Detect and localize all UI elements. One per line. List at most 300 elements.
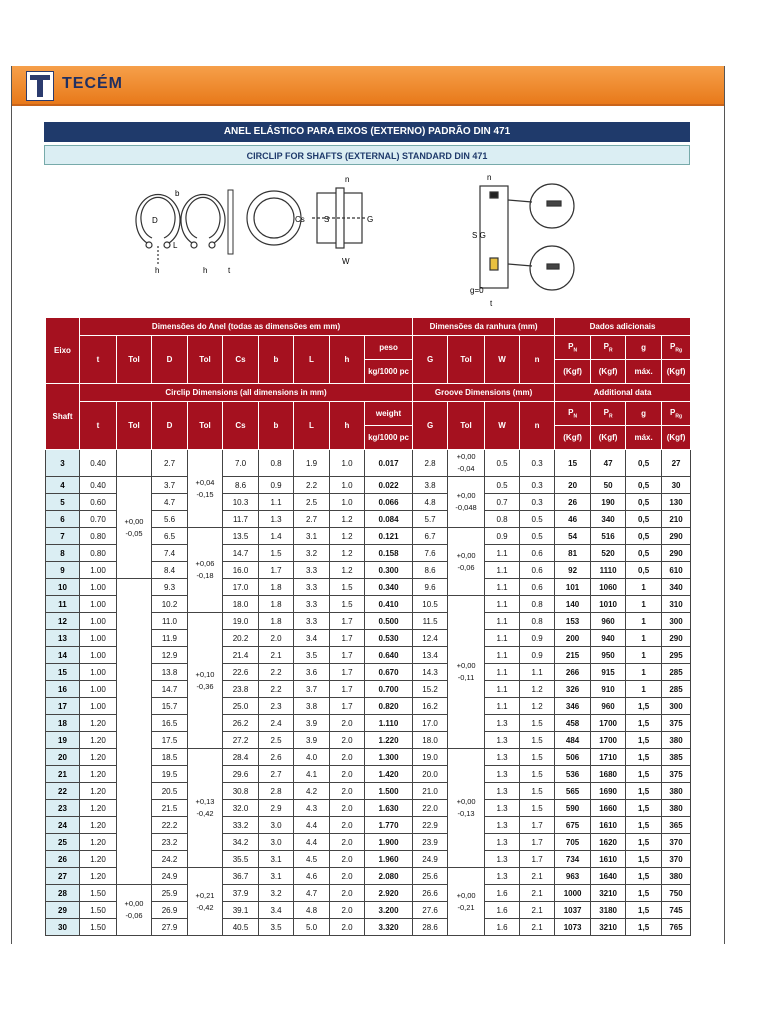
cell-shaft: 16 <box>46 681 80 698</box>
col-weight: weight <box>365 402 413 426</box>
cell-prg: 300 <box>662 613 691 630</box>
cell-shaft: 3 <box>46 450 80 477</box>
cell-d: 24.9 <box>152 868 188 885</box>
cell-l: 4.6 <box>294 868 330 885</box>
cell-d: 16.5 <box>152 715 188 732</box>
cell-g: 27.6 <box>413 902 448 919</box>
cell-cs: 17.0 <box>223 579 259 596</box>
cell-cs: 7.0 <box>223 450 259 477</box>
cell-pn: 346 <box>555 698 591 715</box>
cell-n: 0.8 <box>520 596 555 613</box>
cell-weight: 1.220 <box>365 732 413 749</box>
cell-tol-t: +0,00 -0,06 <box>117 885 152 936</box>
cell-n: 1.5 <box>520 766 555 783</box>
cell-g: 22.0 <box>413 800 448 817</box>
cell-pr: 3180 <box>591 902 626 919</box>
col-cs-en: Cs <box>223 402 259 450</box>
cell-weight: 3.320 <box>365 919 413 936</box>
cell-h: 1.0 <box>330 477 365 494</box>
ring-front-view-1 <box>136 194 180 264</box>
cell-b: 3.4 <box>259 902 294 919</box>
cell-g-max: 1,5 <box>626 919 662 936</box>
cell-pr: 1610 <box>591 817 626 834</box>
cell-h: 1.2 <box>330 545 365 562</box>
cell-prg: 380 <box>662 800 691 817</box>
cell-prg: 370 <box>662 851 691 868</box>
cell-weight: 0.340 <box>365 579 413 596</box>
cell-weight: 1.420 <box>365 766 413 783</box>
col-n: n <box>520 336 555 384</box>
cell-h: 1.7 <box>330 613 365 630</box>
col-prg: $P_{Rg}$ <box>662 336 691 360</box>
cell-d: 3.7 <box>152 477 188 494</box>
col-weight-unit: kg/1000 pc <box>365 426 413 450</box>
cell-g-max: 1 <box>626 613 662 630</box>
col-g-small-en: g <box>626 402 662 426</box>
cell-shaft: 13 <box>46 630 80 647</box>
cell-g-max: 1 <box>626 596 662 613</box>
cell-d: 25.9 <box>152 885 188 902</box>
cell-t: 1.00 <box>80 664 117 681</box>
cell-l: 4.7 <box>294 885 330 902</box>
col-prg-unit: (Kgf) <box>662 360 691 384</box>
cell-prg: 295 <box>662 647 691 664</box>
cell-g: 10.5 <box>413 596 448 613</box>
cell-t: 0.80 <box>80 528 117 545</box>
cell-t: 1.20 <box>80 851 117 868</box>
cell-g: 26.6 <box>413 885 448 902</box>
col-tol-g: Tol <box>448 336 485 384</box>
cell-h: 1.2 <box>330 562 365 579</box>
cell-tol-g: +0,00 -0,11 <box>448 596 485 749</box>
cell-g: 17.0 <box>413 715 448 732</box>
cell-g-max: 0,5 <box>626 545 662 562</box>
cell-h: 2.0 <box>330 715 365 732</box>
cell-l: 3.3 <box>294 579 330 596</box>
label-n1: n <box>345 175 350 184</box>
cell-pn: 200 <box>555 630 591 647</box>
document-frame <box>11 66 725 944</box>
cell-w: 1.3 <box>485 766 520 783</box>
cell-weight: 0.700 <box>365 681 413 698</box>
cell-b: 3.5 <box>259 919 294 936</box>
cell-pr: 1660 <box>591 800 626 817</box>
cell-pn: 565 <box>555 783 591 800</box>
cell-g: 3.8 <box>413 477 448 494</box>
header-extra-group-pt: Dados adicionais <box>555 318 691 336</box>
cell-w: 1.3 <box>485 715 520 732</box>
cell-h: 2.0 <box>330 783 365 800</box>
cell-w: 0.5 <box>485 450 520 477</box>
cell-pn: 266 <box>555 664 591 681</box>
cell-t: 1.20 <box>80 800 117 817</box>
cell-n: 1.2 <box>520 681 555 698</box>
cell-cs: 40.5 <box>223 919 259 936</box>
cell-n: 2.1 <box>520 885 555 902</box>
cell-t: 1.20 <box>80 834 117 851</box>
cell-pn: 101 <box>555 579 591 596</box>
cell-prg: 610 <box>662 562 691 579</box>
cell-pn: 326 <box>555 681 591 698</box>
cell-cs: 20.2 <box>223 630 259 647</box>
cell-w: 1.3 <box>485 749 520 766</box>
cell-pr: 340 <box>591 511 626 528</box>
cell-w: 0.8 <box>485 511 520 528</box>
table-row <box>46 477 691 494</box>
cell-pn: 590 <box>555 800 591 817</box>
cell-pn: 705 <box>555 834 591 851</box>
cell-t: 1.00 <box>80 681 117 698</box>
cell-weight: 0.300 <box>365 562 413 579</box>
cell-g: 5.7 <box>413 511 448 528</box>
cell-d: 2.7 <box>152 450 188 477</box>
cell-g: 13.4 <box>413 647 448 664</box>
cell-pn: 536 <box>555 766 591 783</box>
cell-t: 0.70 <box>80 511 117 528</box>
cell-w: 1.1 <box>485 664 520 681</box>
cell-h: 1.7 <box>330 664 365 681</box>
cell-l: 3.6 <box>294 664 330 681</box>
label-g: G <box>367 215 374 224</box>
header-ring-group-pt: Dimensões do Anel (todas as dimensões em mm) <box>80 318 413 336</box>
cell-shaft: 21 <box>46 766 80 783</box>
cell-n: 1.5 <box>520 715 555 732</box>
cell-g: 4.8 <box>413 494 448 511</box>
cell-g-max: 1 <box>626 647 662 664</box>
cell-g-max: 1 <box>626 681 662 698</box>
cell-shaft: 22 <box>46 783 80 800</box>
cell-weight: 1.300 <box>365 749 413 766</box>
cell-b: 0.8 <box>259 450 294 477</box>
label-d: D <box>152 216 158 225</box>
label-h1: h <box>155 266 160 275</box>
cell-pn: 153 <box>555 613 591 630</box>
label-n2: n <box>487 173 492 182</box>
cell-pn: 675 <box>555 817 591 834</box>
col-pr-unit: (Kgf) <box>591 360 626 384</box>
cell-g: 18.0 <box>413 732 448 749</box>
cell-weight: 0.670 <box>365 664 413 681</box>
cell-g: 2.8 <box>413 450 448 477</box>
cell-b: 1.8 <box>259 596 294 613</box>
cell-pr: 1010 <box>591 596 626 613</box>
cell-n: 0.3 <box>520 494 555 511</box>
cell-d: 12.9 <box>152 647 188 664</box>
col-g-max: máx. <box>626 360 662 384</box>
cell-g-max: 0,5 <box>626 450 662 477</box>
cell-b: 1.3 <box>259 511 294 528</box>
cell-w: 1.3 <box>485 800 520 817</box>
cell-g: 24.9 <box>413 851 448 868</box>
col-cs: Cs <box>223 336 259 384</box>
cell-w: 1.3 <box>485 868 520 885</box>
cell-prg: 285 <box>662 664 691 681</box>
col-b-en: b <box>259 402 294 450</box>
cell-b: 2.5 <box>259 732 294 749</box>
cell-l: 3.3 <box>294 613 330 630</box>
cell-g: 14.3 <box>413 664 448 681</box>
cell-h: 1.7 <box>330 630 365 647</box>
cell-t: 1.50 <box>80 919 117 936</box>
cell-pr: 3210 <box>591 919 626 936</box>
cell-b: 3.1 <box>259 868 294 885</box>
cell-l: 2.5 <box>294 494 330 511</box>
cell-pr: 1700 <box>591 732 626 749</box>
cell-t: 1.20 <box>80 868 117 885</box>
label-cs: Cs <box>295 215 305 224</box>
cell-h: 2.0 <box>330 800 365 817</box>
cell-prg: 285 <box>662 681 691 698</box>
cell-l: 3.1 <box>294 528 330 545</box>
cell-n: 1.5 <box>520 732 555 749</box>
cell-shaft: 12 <box>46 613 80 630</box>
cell-prg: 290 <box>662 528 691 545</box>
cell-shaft: 26 <box>46 851 80 868</box>
cell-g-max: 1,5 <box>626 851 662 868</box>
label-w: W <box>342 257 350 266</box>
cell-w: 1.1 <box>485 596 520 613</box>
cell-n: 0.6 <box>520 562 555 579</box>
cell-d: 22.2 <box>152 817 188 834</box>
cell-g: 6.7 <box>413 528 448 545</box>
cell-t: 1.00 <box>80 647 117 664</box>
cell-shaft: 6 <box>46 511 80 528</box>
cell-w: 1.3 <box>485 817 520 834</box>
cell-pr: 1620 <box>591 834 626 851</box>
cell-tol-t: +0,00 -0,05 <box>117 477 152 579</box>
cell-cs: 10.3 <box>223 494 259 511</box>
cell-shaft: 5 <box>46 494 80 511</box>
cell-weight: 3.200 <box>365 902 413 919</box>
table-row <box>46 579 691 596</box>
cell-d: 20.5 <box>152 783 188 800</box>
cell-tol-d: +0,06 -0,18 <box>188 528 223 613</box>
cell-h: 1.5 <box>330 596 365 613</box>
title-english: CIRCLIP FOR SHAFTS (EXTERNAL) STANDARD DIN 471 <box>44 145 690 165</box>
cell-pr: 3210 <box>591 885 626 902</box>
col-peso: peso <box>365 336 413 360</box>
cell-g: 16.2 <box>413 698 448 715</box>
col-peso-unit: kg/1000 pc <box>365 360 413 384</box>
cell-pn: 20 <box>555 477 591 494</box>
cell-d: 23.2 <box>152 834 188 851</box>
cell-g: 12.4 <box>413 630 448 647</box>
cell-cs: 26.2 <box>223 715 259 732</box>
cell-pn: 484 <box>555 732 591 749</box>
cell-l: 3.7 <box>294 681 330 698</box>
cell-b: 1.5 <box>259 545 294 562</box>
cell-t: 1.00 <box>80 698 117 715</box>
cell-tol-d: +0,04 -0,15 <box>188 450 223 528</box>
cell-tol-t <box>117 579 152 885</box>
cell-prg: 210 <box>662 511 691 528</box>
cell-d: 15.7 <box>152 698 188 715</box>
cell-w: 1.3 <box>485 851 520 868</box>
cell-w: 1.6 <box>485 902 520 919</box>
cell-prg: 370 <box>662 834 691 851</box>
cell-weight: 0.500 <box>365 613 413 630</box>
cell-g: 7.6 <box>413 545 448 562</box>
col-l-en: L <box>294 402 330 450</box>
cell-pn: 140 <box>555 596 591 613</box>
cell-w: 1.3 <box>485 783 520 800</box>
cell-cs: 13.5 <box>223 528 259 545</box>
cell-l: 4.8 <box>294 902 330 919</box>
cell-h: 2.0 <box>330 885 365 902</box>
table-row <box>46 450 691 477</box>
cell-n: 2.1 <box>520 919 555 936</box>
cell-g-max: 1,5 <box>626 868 662 885</box>
cell-shaft: 15 <box>46 664 80 681</box>
cell-shaft: 17 <box>46 698 80 715</box>
col-h-en: h <box>330 402 365 450</box>
cell-d: 7.4 <box>152 545 188 562</box>
cell-t: 0.60 <box>80 494 117 511</box>
cell-b: 3.0 <box>259 817 294 834</box>
col-tol-d: Tol <box>188 336 223 384</box>
cell-t: 1.20 <box>80 732 117 749</box>
cell-tol-g: +0,00 -0,04 <box>448 450 485 477</box>
cell-pn: 1073 <box>555 919 591 936</box>
cell-n: 0.9 <box>520 647 555 664</box>
cell-g-max: 1,5 <box>626 834 662 851</box>
ring-side-view <box>228 190 233 254</box>
brand-header-bar <box>12 66 724 106</box>
cell-shaft: 29 <box>46 902 80 919</box>
col-tol-t-en: Tol <box>117 402 152 450</box>
groove-cross-section <box>480 184 574 290</box>
cell-h: 1.2 <box>330 511 365 528</box>
cell-shaft: 27 <box>46 868 80 885</box>
cell-weight: 0.820 <box>365 698 413 715</box>
label-b: b <box>175 189 180 198</box>
cell-d: 21.5 <box>152 800 188 817</box>
cell-l: 4.4 <box>294 817 330 834</box>
cell-pn: 15 <box>555 450 591 477</box>
col-w-en: W <box>485 402 520 450</box>
cell-g-max: 1,5 <box>626 885 662 902</box>
cell-t: 0.80 <box>80 545 117 562</box>
cell-l: 4.0 <box>294 749 330 766</box>
cell-d: 4.7 <box>152 494 188 511</box>
cell-g-max: 1,5 <box>626 766 662 783</box>
cell-t: 1.50 <box>80 885 117 902</box>
label-t1: t <box>228 266 231 275</box>
cell-cs: 29.6 <box>223 766 259 783</box>
cell-d: 11.0 <box>152 613 188 630</box>
cell-l: 3.9 <box>294 715 330 732</box>
header-extra-group-en: Additional data <box>555 384 691 402</box>
cell-weight: 1.900 <box>365 834 413 851</box>
cell-b: 2.1 <box>259 647 294 664</box>
cell-shaft: 24 <box>46 817 80 834</box>
cell-h: 1.2 <box>330 528 365 545</box>
cell-g-max: 1,5 <box>626 698 662 715</box>
cell-n: 2.1 <box>520 902 555 919</box>
col-g-max-en: máx. <box>626 426 662 450</box>
cell-weight: 0.530 <box>365 630 413 647</box>
cell-l: 4.4 <box>294 834 330 851</box>
cell-l: 3.9 <box>294 732 330 749</box>
cell-g: 19.0 <box>413 749 448 766</box>
cell-shaft: 18 <box>46 715 80 732</box>
cell-weight: 1.960 <box>365 851 413 868</box>
cell-h: 2.0 <box>330 868 365 885</box>
cell-t: 0.40 <box>80 477 117 494</box>
cell-shaft: 28 <box>46 885 80 902</box>
cell-prg: 290 <box>662 630 691 647</box>
cell-cs: 23.8 <box>223 681 259 698</box>
cell-weight: 0.022 <box>365 477 413 494</box>
cell-d: 14.7 <box>152 681 188 698</box>
cell-prg: 380 <box>662 732 691 749</box>
cell-prg: 365 <box>662 817 691 834</box>
cell-w: 1.6 <box>485 919 520 936</box>
col-pn: $P_N$ <box>555 336 591 360</box>
cell-pr: 950 <box>591 647 626 664</box>
cell-n: 1.5 <box>520 800 555 817</box>
cell-shaft: 8 <box>46 545 80 562</box>
cell-pn: 81 <box>555 545 591 562</box>
cell-w: 1.3 <box>485 732 520 749</box>
cell-b: 2.2 <box>259 664 294 681</box>
label-s: S <box>324 215 330 224</box>
cell-pr: 940 <box>591 630 626 647</box>
cell-b: 3.0 <box>259 834 294 851</box>
cell-weight: 0.017 <box>365 450 413 477</box>
cell-shaft: 10 <box>46 579 80 596</box>
cell-b: 2.6 <box>259 749 294 766</box>
cell-prg: 27 <box>662 450 691 477</box>
cell-weight: 0.084 <box>365 511 413 528</box>
cell-b: 2.3 <box>259 698 294 715</box>
cell-prg: 745 <box>662 902 691 919</box>
cell-tol-d: +0,13 -0,42 <box>188 749 223 868</box>
cell-b: 2.7 <box>259 766 294 783</box>
cell-h: 1.0 <box>330 450 365 477</box>
cell-cs: 27.2 <box>223 732 259 749</box>
cell-weight: 2.080 <box>365 868 413 885</box>
title-portuguese: ANEL ELÁSTICO PARA EIXOS (EXTERNO) PADRÃO DIN 471 <box>44 122 690 142</box>
cell-l: 3.8 <box>294 698 330 715</box>
cell-prg: 380 <box>662 783 691 800</box>
cell-prg: 30 <box>662 477 691 494</box>
col-t: t <box>80 336 117 384</box>
cell-g-max: 1,5 <box>626 749 662 766</box>
cell-prg: 375 <box>662 715 691 732</box>
header-eixo: Eixo <box>46 318 80 384</box>
cell-g-max: 1 <box>626 664 662 681</box>
cell-d: 18.5 <box>152 749 188 766</box>
cell-g-max: 1 <box>626 579 662 596</box>
cell-prg: 340 <box>662 579 691 596</box>
cell-l: 3.5 <box>294 647 330 664</box>
cell-shaft: 14 <box>46 647 80 664</box>
cell-d: 11.9 <box>152 630 188 647</box>
cell-l: 3.2 <box>294 545 330 562</box>
cell-b: 1.8 <box>259 579 294 596</box>
cell-tol-g: +0,00 -0,13 <box>448 749 485 868</box>
cell-pn: 506 <box>555 749 591 766</box>
cell-n: 0.9 <box>520 630 555 647</box>
cell-l: 4.5 <box>294 851 330 868</box>
cell-h: 1.7 <box>330 681 365 698</box>
cell-pr: 960 <box>591 613 626 630</box>
cell-pr: 516 <box>591 528 626 545</box>
cell-d: 5.6 <box>152 511 188 528</box>
cell-l: 5.0 <box>294 919 330 936</box>
cell-weight: 0.158 <box>365 545 413 562</box>
